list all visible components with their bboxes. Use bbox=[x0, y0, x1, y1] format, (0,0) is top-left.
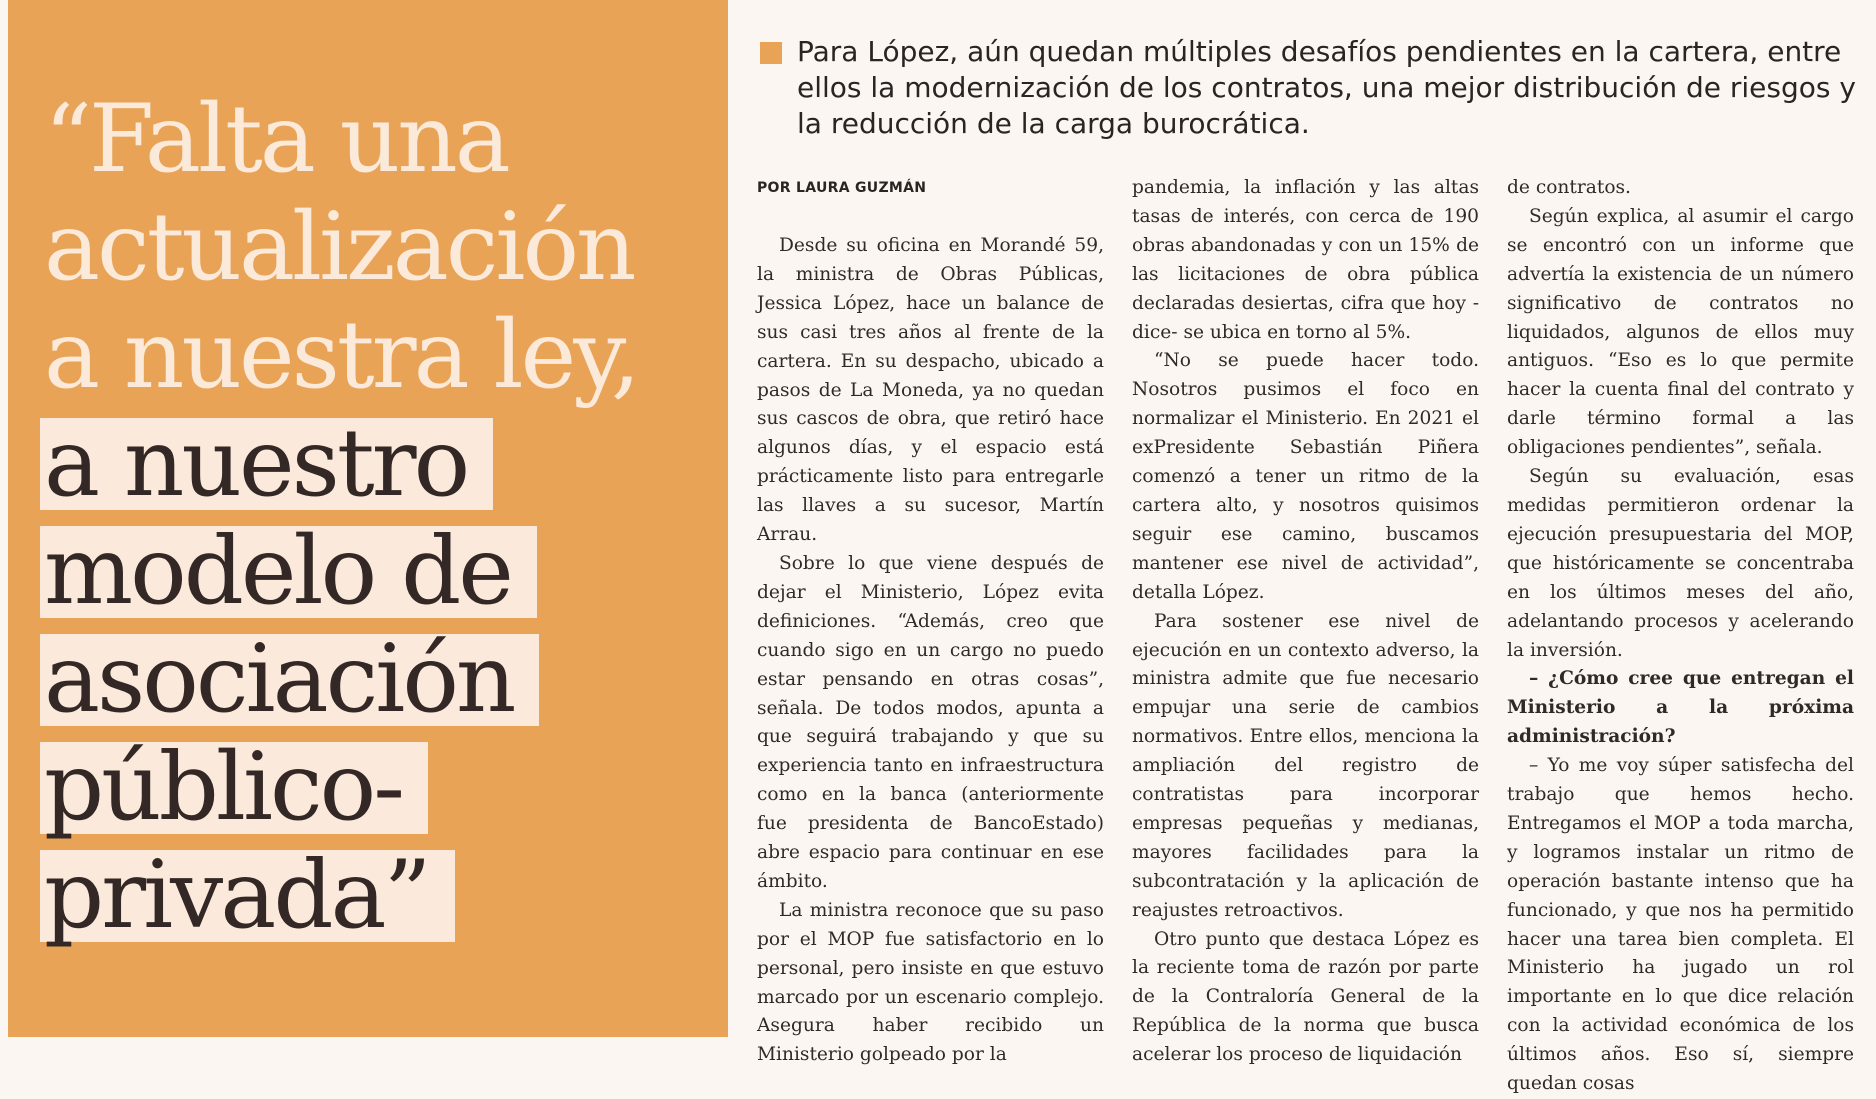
interview-answer: – Yo me voy súper satisfecha del trabajo que hemos hecho. Entregamos el MOP a toda marcha, y logramos instalar un ritmo de operación bastante intenso que ha funcionado, y que nos ha permitido hacer una tarea bien completa. El Ministerio ha jugado un rol importante en lo que dice relación con la actividad económica de los últimos años. Eso sí, siempre quedan cosas bbox=[1507, 755, 1854, 1095]
pull-quote-highlight-line: asociación bbox=[40, 634, 539, 726]
pull-quote-highlight-line: modelo de bbox=[40, 526, 537, 618]
article-paragraph: Otro punto que destaca López es la reciente toma de razón por parte de la Contraloría General de la República de la norma que busca acelerar los proceso de liquidación bbox=[1132, 928, 1479, 1066]
interview-question: – ¿Cómo cree que entregan el Ministerio a la próxima administración? bbox=[1507, 668, 1854, 748]
article-paragraph: pandemia, la inflación y las altas tasas de interés, con cerca de 190 obras abandonadas y con un 15% de las licitaciones de obra pública declaradas desiertas, cifra que hoy -dice- se ubica en torno al 5%. bbox=[1132, 177, 1479, 343]
article-paragraph: “No se puede hacer todo. Nosotros pusimos el foco en normalizar el Ministerio. En 2021 el exPresidente Sebastián Piñera comenzó a tener un ritmo de la cartera alto, y nosotros quisimos seguir ese camino, buscamos mantener ese nivel de actividad”, detalla López. bbox=[1132, 350, 1479, 603]
lead-text: Para López, aún quedan múltiples desafíos pendientes en la cartera, entre ellos la modernización de los contratos, una mejor distribución de riesgos y la reducción de la carga burocrática. bbox=[797, 35, 1856, 140]
quote-panel bbox=[8, 0, 728, 1037]
pull-quote-line: “Falta una bbox=[44, 85, 508, 194]
article-paragraph: Según explica, al asumir el cargo se encontró con un informe que advertía la existencia de un número significativo de contratos no liquidados, algunos de ellos muy antiguos. “Eso es lo que permite hacer la cuenta final del contrato y darle término formal a las obligaciones pendientes”, señala. bbox=[1507, 205, 1854, 459]
lead-paragraph bbox=[760, 34, 1860, 142]
pull-quote-highlight-line: a nuestro bbox=[40, 418, 493, 510]
article-paragraph: Desde su oficina en Morandé 59, la ministra de Obras Públicas, Jessica López, hace un balance de sus casi tres años al frente de la cartera. En su despacho, ubicado a pasos de La Moneda, ya no quedan sus cascos de obra, que retiró hace algunos días, y el espacio está prácticamente listo para entregarle las llaves a su sucesor, Martín Arrau. bbox=[757, 235, 1104, 546]
pull-quote-highlight-line: público- bbox=[40, 742, 428, 834]
byline: POR LAURA GUZMÁN bbox=[757, 180, 927, 196]
article-paragraph: Según su evaluación, esas medidas permitieron ordenar la ejecución presupuestaria del MOP, que históricamente se concentraba en los últimos meses del año, adelantando procesos y acelerando la inversión. bbox=[1507, 466, 1854, 661]
pull-quote-line: actualización bbox=[44, 193, 634, 302]
article-column-1 bbox=[757, 232, 1104, 1066]
pull-quote bbox=[44, 86, 638, 950]
article-paragraph: La ministra reconoce que su paso por el MOP fue satisfactorio en lo personal, pero insiste en que estuvo marcado por un escenario complejo. Asegura haber recibido un Ministerio golpeado por la bbox=[757, 899, 1104, 1066]
pull-quote-line: a nuestra ley, bbox=[44, 301, 638, 410]
bullet-square-icon bbox=[760, 42, 782, 64]
article-column-3 bbox=[1507, 174, 1854, 1095]
article-column-2 bbox=[1132, 174, 1479, 1066]
pull-quote-highlight-line: privada” bbox=[40, 850, 455, 942]
article-paragraph: de contratos. bbox=[1507, 177, 1631, 198]
article-paragraph: Sobre lo que viene después de dejar el Ministerio, López evita definiciones. “Además, creo que cuando sigo en un cargo no puedo estar pensando en otras cosas”, señala. De todos modos, apunta a que seguirá trabajando y que su experiencia tanto en infraestructura como en la banca (anteriormente fue presidenta de BancoEstado) abre espacio para continuar en ese ámbito. bbox=[757, 552, 1104, 892]
article-paragraph: Para sostener ese nivel de ejecución en un contexto adverso, la ministra admite que fue necesario empujar una serie de cambios normativos. Entre ellos, menciona la ampliación del registro de contratistas para incorporar empresas pequeñas y medianas, mayores facilidades para la subcontratación y la aplicación de reajustes retroactivos. bbox=[1132, 610, 1479, 921]
